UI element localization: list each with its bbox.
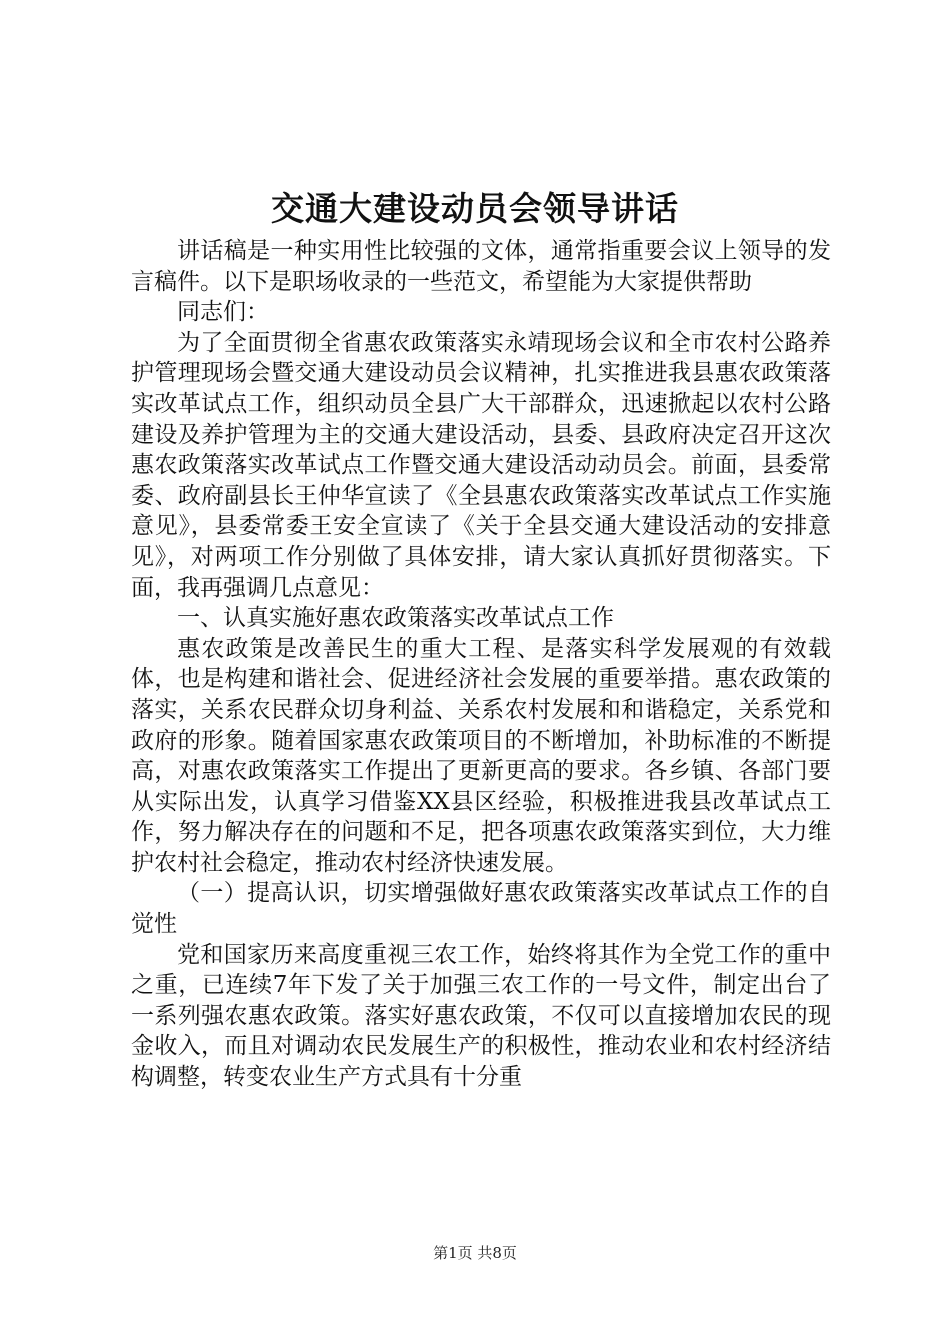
body-paragraph: 惠农政策是改善民生的重大工程、是落实科学发展观的有效载体，也是构建和谐社会、促进经济社会发展的重要举措。惠农政策的落实，关系农民群众切身利益、关系农村发展和和谐稳定，关系党和政府的形象。随着国家惠农政策项目的不断增加，补助标准的不断提高，对惠农政策落实工作提出了更新更高的要求。各乡镇、各部门要从实际出发，认真学习借鉴XX县区经验，积极推进我县改革试点工作，努力解决存在的问题和不足，把各项惠农政策落实到位，大力维护农村社会稳定，推动农村经济快速发展。 bbox=[131, 635, 831, 876]
document-title: 交通大建设动员会领导讲话 bbox=[271, 189, 679, 228]
intro-paragraph: 讲话稿是一种实用性比较强的文体，通常指重要会议上领导的发言稿件。以下是职场收录的一些范文，希望能为大家提供帮助 bbox=[131, 238, 831, 295]
subsection-heading: （一）提高认识，切实增强做好惠农政策落实改革试点工作的自觉性 bbox=[131, 880, 831, 938]
section-heading: 一、认真实施好惠农政策落实改革试点工作 bbox=[177, 605, 614, 632]
page-footer: 第1页 共8页 bbox=[433, 1244, 517, 1262]
document-body bbox=[131, 236, 831, 1093]
salutation: 同志们： bbox=[177, 299, 269, 326]
body-paragraph: 党和国家历来高度重视三农工作，始终将其作为全党工作的重中之重，已连续7年下发了关于加强三农工作的一号文件，制定出台了一系列强农惠农政策。落实好惠农政策，不仅可以直接增加农民的现金收入，而且对调动农民发展生产的积极性，推动农业和农村经济结构调整，转变农业生产方式具有十分重 bbox=[131, 941, 831, 1091]
body-paragraph: 为了全面贯彻全省惠农政策落实永靖现场会议和全市农村公路养护管理现场会暨交通大建设动员会议精神，扎实推进我县惠农政策落实改革试点工作，组织动员全县广大干部群众，迅速掀起以农村公路建设及养护管理为主的交通大建设活动，县委、县政府决定召开这次惠农政策落实改革试点工作暨交通大建设活动动员会。前面，县委常委、政府副县长王仲华宣读了《全县惠农政策落实改革试点工作实施意见》，县委常委王安全宣读了《关于全县交通大建设活动的安排意见》，对两项工作分别做了具体安排，请大家认真抓好贯彻落实。下面，我再强调几点意见： bbox=[131, 329, 831, 601]
